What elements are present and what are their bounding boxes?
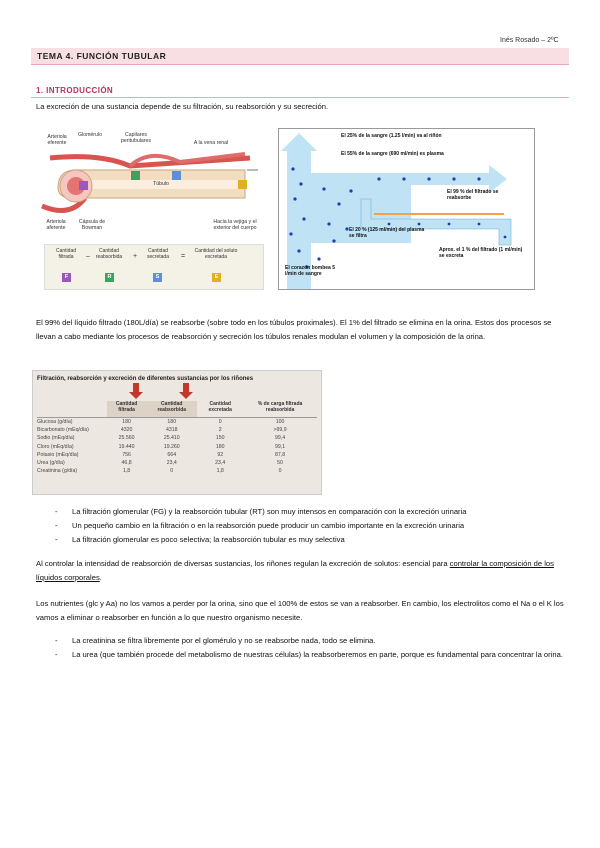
table-cell: 99,4 [275,435,286,442]
paragraph-regulation [36,557,566,585]
table-cell: 87,8 [275,451,286,458]
title-bar [31,48,569,65]
list-item: - La filtración glomerular (FG) y la reabsorción tubular (RT) son muy intensos en comparación con la excreción urinaria [36,505,568,519]
eq-s-square: S [153,273,162,282]
filtration-table [37,401,317,475]
section-heading: 1. INTRODUCCIÓN [36,86,114,95]
eq-minus: – [86,253,90,260]
table-cell: 100 [275,419,285,426]
blood-flow-figure [278,128,535,290]
fig2-label-25: El 25% de la sangre (1.25 l/min) va al riñón [341,133,442,139]
table-row [37,443,317,451]
arteriola-aferente-label: Arteriola aferente [46,219,66,231]
table-cell: 99,1 [275,443,286,450]
table-cell: Cloro (mEq/día) [37,443,74,450]
table-cell: Urea (g/día) [37,460,65,467]
paragraph-reabsorption: El 99% del líquido filtrado (180L/día) se reabsorbe (sobre todo en los túbulos proximales). El 1% del filtrado se elimina en la orina. Estos dos procesos se llevan a cabo mediante los procesos de reabsorción y secreción los túbulos renales modulan el volumen y la composición de la orina. [36,318,552,341]
table-header: Cantidad reabsorbida [146,401,197,418]
eq-plus: + [133,253,138,260]
table-cell: 0 [278,468,282,475]
table-row [37,418,317,427]
p2-end: . [99,573,102,582]
glomerulo-label: Glomérulo [78,132,102,138]
fig2-label-99: El 99 % del filtrado se reabsorbe [447,189,499,201]
capsula-label: Cápsula de Bowman [78,219,106,231]
eq-reabsorbida-label: Cantidad reabsorbida [95,248,123,260]
doc-title: TEMA 4. FUNCIÓN TUBULAR [37,51,167,61]
eq-r-square: R [105,273,114,282]
table-cell: 19.260 [163,443,180,450]
tubulo-label: Túbulo [153,181,169,187]
eq-equals: = [181,253,186,260]
filtration-table-figure [32,370,322,495]
excretion-examples-list [36,634,568,662]
vejiga-label: Hacia la vejiga y el exterior del cuerpo [213,219,257,231]
table-cell: Sodio (mEq/día) [37,435,75,442]
table-cell: 1,8 [216,468,224,475]
excretion-equation [44,244,264,290]
table-cell: 0 [170,468,174,475]
nephron-figure [40,128,265,290]
table-cell: 23,4 [215,460,226,467]
eq-filtrada-label: Cantidad filtrada [55,248,76,260]
table-cell: 23,4 [166,460,177,467]
table-cell: 2 [218,427,222,434]
table-row [37,467,317,475]
intro-paragraph: La excreción de una sustancia depende de su filtración, su reabsorción y su secreción. [36,102,329,111]
author-label: Inés Rosado – 2ºC [500,37,559,44]
vena-renal-label: A la vena renal [193,140,229,146]
p2-text: Al controlar la intensidad de reabsorción de diversas sustancias, los riñones regulan la excreción de solutos: esencial para [36,559,450,568]
table-cell: Potasio (mEq/día) [37,451,79,458]
paragraph-nutrients: Los nutrientes (glc y Aa) no los vamos a perder por la orina, sino que el 100% de estos se van a reabsorber. En cambio, los electrolitos como el Na o el K los vamos a eliminar o reabsorber en función a lo que nuestro organismo necesite. [36,599,564,622]
fig2-label-55: El 55% de la sangre (690 ml/min) es plasma [341,151,444,157]
table-header: % de carga filtrada reabsorbida [243,401,317,418]
capilares-label: Capilares peritubulares [121,132,151,144]
list-item: - Un pequeño cambio en la filtración o en la reabsorción puede producir un cambio importante en la excreción urinaria [36,519,568,533]
table-cell: 180 [215,443,225,450]
table-cell: 180 [122,419,131,426]
list-item: - La filtración glomerular es poco selectiva; la reabsorción tubular es muy selectiva [36,533,568,547]
table-row [37,434,317,442]
fig2-label-1: Aprox. el 1 % del filtrado (1 ml/min) se excreta [439,247,523,259]
table-cell: 1,8 [122,468,131,475]
table-cell: Bicarbonato (mEq/día) [37,427,89,434]
p2-underlined: controlar la composición de los líquidos corporales [36,559,554,582]
table-cell: 50 [277,460,283,467]
table-cell: 25.560 [118,435,135,442]
key-points-list [36,505,568,547]
table-title: Filtración, reabsorción y excreción de diferentes sustancias por los riñones [37,376,254,382]
table-cell: 19.440 [118,443,135,450]
arteriola-eferente-label: Arteriola eferente [47,134,67,146]
table-cell: 92 [217,451,224,458]
table-cell: 180 [167,419,177,426]
table-row [37,451,317,459]
table-row [37,426,317,434]
table-cell: 4318 [165,427,178,434]
table-cell: 4320 [120,427,133,434]
eq-f-square: F [62,273,71,282]
table-cell: 664 [167,451,177,458]
table-header: Cantidad filtrada [107,401,146,418]
eq-secretada-label: Cantidad secretada [147,248,169,260]
fig2-label-20: El 20 % (125 ml/min) del plasma se filtra [349,227,425,239]
fig2-label-heart: El corazón bombea 5 l/min de sangre [285,265,336,277]
table-cell: Creatinina (g/día) [37,468,78,475]
list-item: - La creatinina se filtra libremente por el glomérulo y no se reabsorbe nada, todo se elimina. [36,634,568,648]
table-cell: 25.410 [163,435,180,442]
table-header: Cantidad excretada [197,401,243,418]
table-cell: 0 [218,419,222,426]
eq-e-square: E [212,273,221,282]
table-cell: >99,9 [273,427,287,434]
table-row [37,459,317,467]
table-cell: 150 [215,435,225,442]
table-cell: 46,8 [121,460,132,467]
table-cell: Glucosa (g/día) [37,419,73,426]
section-rule [31,97,569,98]
eq-excretada-label: Cantidad del soluto excretada [194,248,238,260]
table-header [37,401,107,418]
table-cell: 756 [122,451,131,458]
list-item: - La urea (que también procede del metabolismo de nuestras células) la reabsorberemos en parte, porque es fundamental para concentrar la orina. [36,648,568,662]
